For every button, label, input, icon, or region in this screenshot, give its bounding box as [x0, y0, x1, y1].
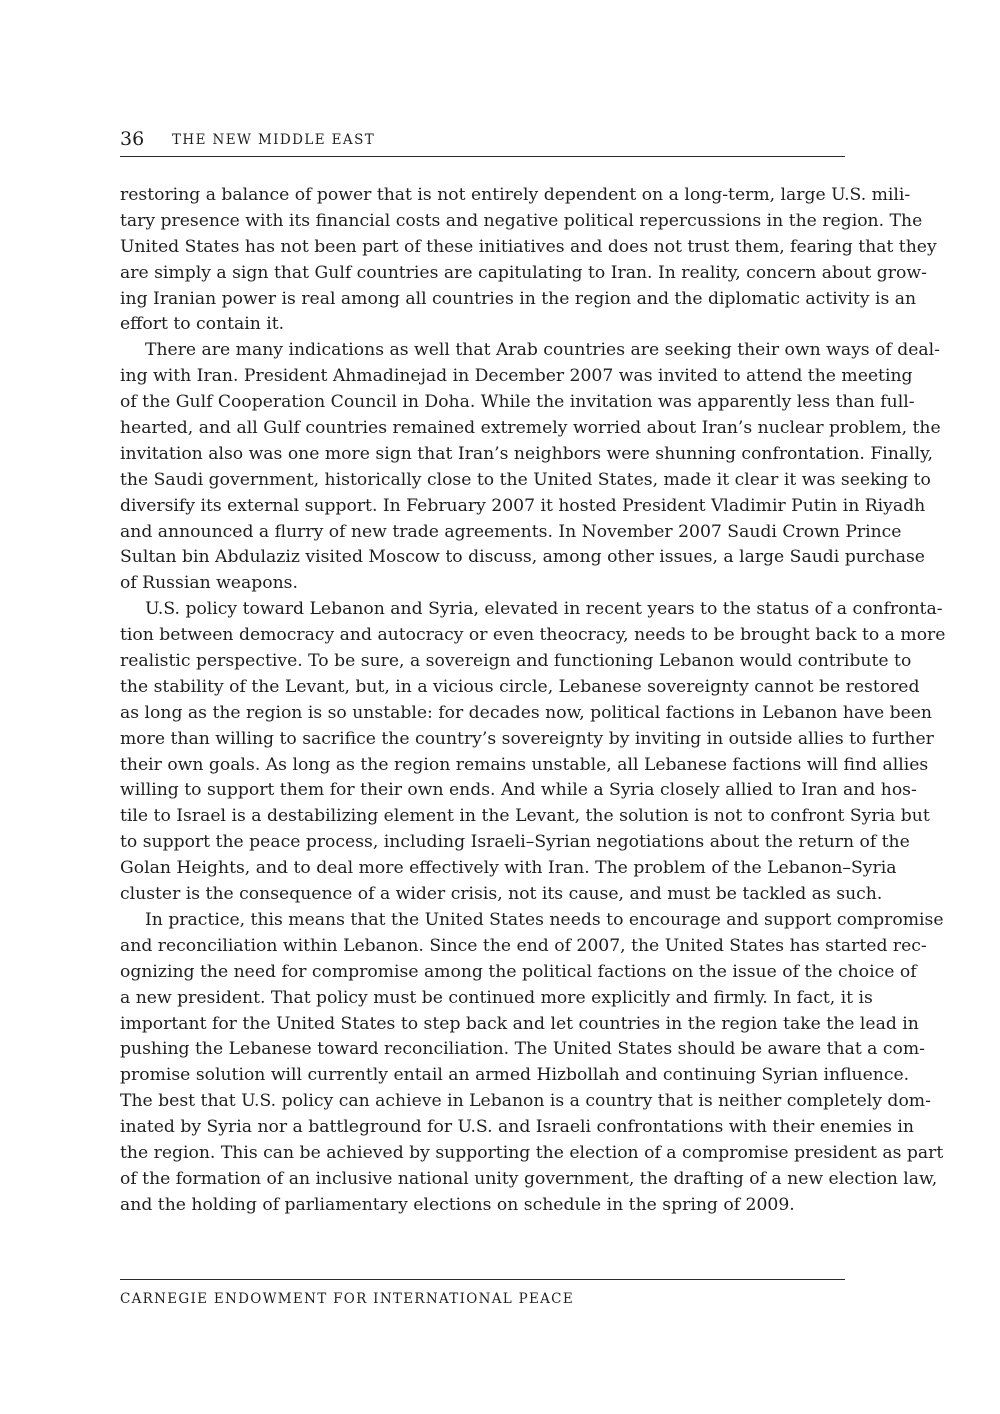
- paragraph: [120, 338, 941, 597]
- text-line: United States has not been part of these initiatives and does not trust them, fearing that they: [120, 236, 937, 257]
- text-line: and reconciliation within Lebanon. Since the end of 2007, the United States has started rec-: [120, 935, 927, 956]
- footer-publisher: CARNEGIE ENDOWMENT FOR INTERNATIONAL PEACE: [120, 1291, 574, 1307]
- text-line: Golan Heights, and to deal more effectively with Iran. The problem of the Lebanon–Syria: [120, 858, 897, 879]
- text-line: In practice, this means that the United States needs to encourage and support compromise: [145, 909, 944, 930]
- paragraph: [120, 597, 946, 908]
- paragraph: [120, 183, 937, 338]
- text-line: more than willing to sacrifice the country’s sovereignty by inviting in outside allies to further: [120, 728, 934, 749]
- text-line: effort to contain it.: [120, 314, 285, 335]
- text-line: are simply a sign that Gulf countries are capitulating to Iran. In reality, concern about grow-: [120, 262, 927, 283]
- paragraph: [120, 908, 944, 1219]
- text-line: willing to support them for their own ends. And while a Syria closely allied to Iran and hos-: [120, 780, 917, 801]
- text-line: the stability of the Levant, but, in a vicious circle, Lebanese sovereignty cannot be restored: [120, 676, 920, 697]
- text-line: to support the peace process, including Israeli–Syrian negotiations about the return of the: [120, 832, 910, 853]
- text-line: and announced a flurry of new trade agreements. In November 2007 Saudi Crown Prince: [120, 521, 902, 542]
- text-line: ing Iranian power is real among all countries in the region and the diplomatic activity is an: [120, 288, 917, 309]
- running-head: THE NEW MIDDLE EAST: [172, 132, 376, 148]
- text-line: pushing the Lebanese toward reconciliation. The United States should be aware that a com-: [120, 1039, 925, 1060]
- text-line: of the Gulf Cooperation Council in Doha. While the invitation was apparently less than full-: [120, 392, 915, 413]
- text-line: tion between democracy and autocracy or even theocracy, needs to be brought back to a more: [120, 625, 946, 646]
- text-line: as long as the region is so unstable: for decades now, political factions in Lebanon have been: [120, 702, 932, 723]
- page-footer: [120, 1279, 845, 1307]
- text-line: important for the United States to step back and let countries in the region take the lead in: [120, 1013, 919, 1034]
- text-line: ognizing the need for compromise among the political factions on the issue of the choice of: [120, 961, 917, 982]
- text-line: hearted, and all Gulf countries remained extremely worried about Iran’s nuclear problem, the: [120, 418, 941, 439]
- text-line: tary presence with its financial costs and negative political repercussions in the region. The: [120, 210, 923, 231]
- text-line: realistic perspective. To be sure, a sovereign and functioning Lebanon would contribute to: [120, 651, 912, 672]
- text-line: of Russian weapons.: [120, 573, 298, 594]
- text-line: ing with Iran. President Ahmadinejad in December 2007 was invited to attend the meeting: [120, 366, 913, 387]
- text-line: and the holding of parliamentary elections on schedule in the spring of 2009.: [120, 1194, 795, 1215]
- page-number: 36: [120, 128, 145, 150]
- text-line: tile to Israel is a destabilizing element in the Levant, the solution is not to confront Syria but: [120, 806, 930, 827]
- text-line: U.S. policy toward Lebanon and Syria, elevated in recent years to the status of a confronta-: [145, 599, 943, 620]
- text-line: the Saudi government, historically close to the United States, made it clear it was seeking to: [120, 469, 931, 490]
- page-header: [120, 128, 845, 157]
- text-line: diversify its external support. In February 2007 it hosted President Vladimir Putin in Riyadh: [120, 495, 926, 516]
- text-line: restoring a balance of power that is not entirely dependent on a long-term, large U.S. mili-: [120, 185, 911, 205]
- text-line: Sultan bin Abdulaziz visited Moscow to discuss, among other issues, a large Saudi purchase: [120, 547, 925, 568]
- text-line: The best that U.S. policy can achieve in Lebanon is a country that is neither completely dom-: [120, 1091, 931, 1112]
- text-line: their own goals. As long as the region remains unstable, all Lebanese factions will find allies: [120, 754, 929, 775]
- text-line: of the formation of an inclusive national unity government, the drafting of a new election law,: [120, 1168, 938, 1189]
- text-line: a new president. That policy must be continued more explicitly and firmly. In fact, it is: [120, 987, 873, 1008]
- text-line: promise solution will currently entail an armed Hizbollah and continuing Syrian influence.: [120, 1065, 910, 1086]
- text-line: There are many indications as well that Arab countries are seeking their own ways of deal-: [145, 340, 940, 361]
- text-line: cluster is the consequence of a wider crisis, not its cause, and must be tackled as such.: [120, 884, 883, 905]
- text-line: the region. This can be achieved by supporting the election of a compromise president as part: [120, 1142, 944, 1163]
- text-line: invitation also was one more sign that Iran’s neighbors were shunning confrontation. Finally,: [120, 443, 933, 464]
- body-text: [120, 183, 946, 1219]
- text-line: inated by Syria nor a battleground for U.S. and Israeli confrontations with their enemies in: [120, 1117, 914, 1138]
